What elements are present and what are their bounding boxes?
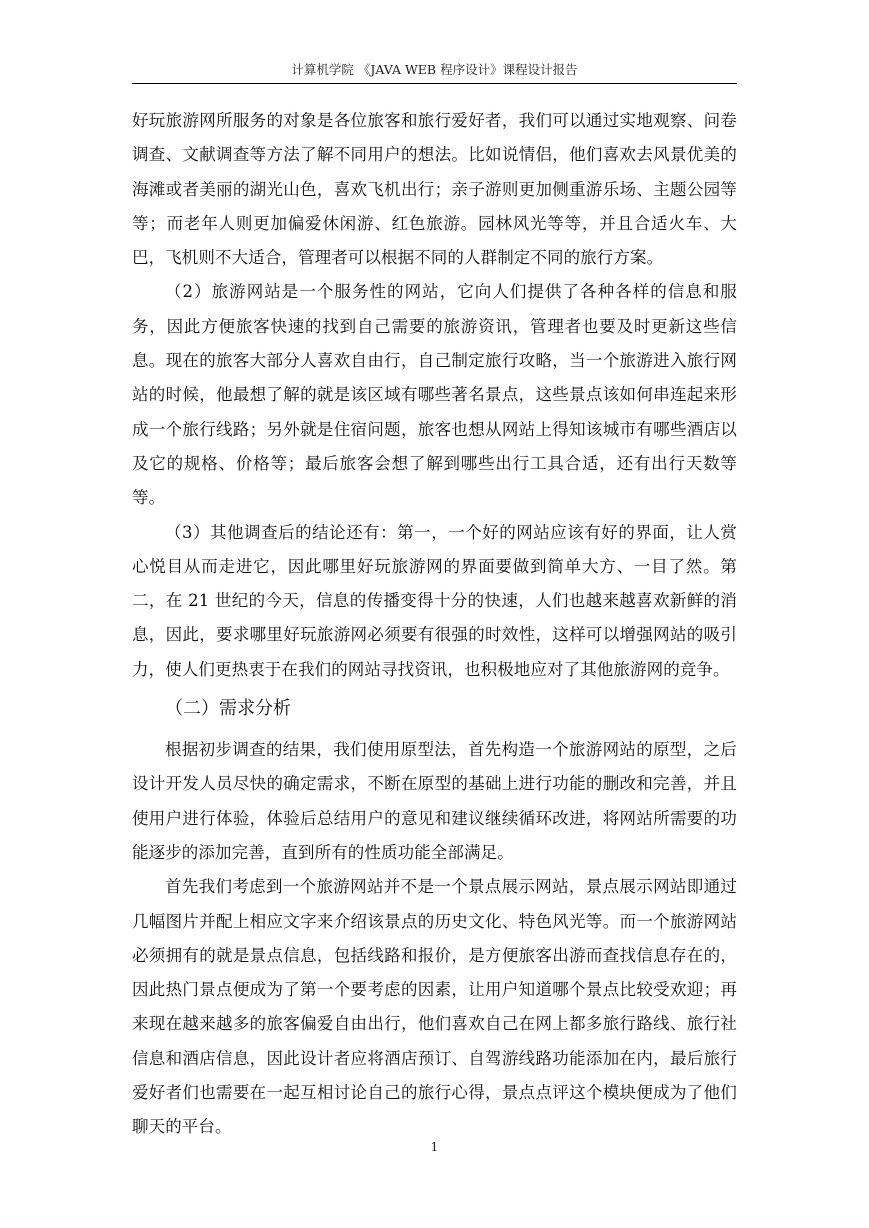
paragraph-prototype-method: 根据初步调查的结果，我们使用原型法，首先构造一个旅游网站的原型，之后设计开发人员尽快的确定需求，不断在原型的基础上进行功能的删改和完善，并且使用户进行体验，体验后总结用户的意见和建议继续循环改进，将网站所需要的功能逐步的添加完善，直到所有的性质功能全部满足。 — [132, 740, 737, 862]
page-header — [132, 61, 737, 84]
header-title: 计算机学院 《JAVA WEB 程序设计》课程设计报告 — [291, 62, 578, 77]
document-body — [132, 104, 737, 1145]
paragraph-other-conclusions: （3）其他调查后的结论还有：第一，一个好的网站应该有好的界面，让人赏心悦目从而走进它，因此哪里好玩旅游网的界面要做到简单大方、一目了然。第二，在 21 世纪的今天，信息的传播变得十分的快速，人们也越来越喜欢新鲜的消息，因此，要求哪里好玩旅游网必须要有很强的时效性，这样可以增强网站的吸引力，使人们更热衷于在我们的网站寻找资讯，也积极地应对了其他旅游网的竞争。 — [132, 522, 737, 679]
paragraph-feature-considerations: 首先我们考虑到一个旅游网站并不是一个景点展示网站，景点展示网站即通过几幅图片并配上相应文字来介绍该景点的历史文化、特色风光等。而一个旅游网站必须拥有的就是景点信息，包括线路和报价，是方便旅客出游而查找信息存在的，因此热门景点便成为了第一个要考虑的因素，让用户知道哪个景点比较受欢迎；再来现在越来越多的旅客偏爱自由出行，他们喜欢自己在网上都多旅行路线、旅行社信息和酒店信息，因此设计者应将酒店预订、自驾游线路功能添加在内，最后旅行爱好者们也需要在一起互相讨论自己的旅行心得，景点点评这个模块便成为了他们聊天的平台。 — [132, 877, 737, 1137]
paragraph-service-website: （2）旅游网站是一个服务性的网站，它向人们提供了各种各样的信息和服务，因此方便旅客快速的找到自己需要的旅游资讯，管理者也要及时更新这些信息。现在的旅客大部分人喜欢自由行，自己制定旅行攻略，当一个旅游进入旅行网站的时候，他最想了解的就是该区域有哪些著名景点，这些景点该如何串连起来形成一个旅行线路；另外就是住宿问题，旅客也想从网站上得知该城市有哪些酒店以及它的规格、价格等；最后旅客会想了解到哪些出行工具合适，还有出行天数等等。 — [132, 282, 737, 508]
section-heading-requirements: （二）需求分析 — [165, 698, 291, 720]
paragraph-target-users: 好玩旅游网所服务的对象是各位旅客和旅行爱好者，我们可以通过实地观察、问卷调查、文献调查等方法了解不同用户的想法。比如说情侣，他们喜欢去风景优美的海滩或者美丽的湖光山色，喜欢飞机出行；亲子游则更加侧重游乐场、主题公园等等；而老年人则更加偏爱休闲游、红色旅游。园林风光等等，并且合适火车、大巴，飞机则不大适合，管理者可以根据不同的人群制定不同的旅行方案。 — [132, 111, 737, 268]
page-number: 1 — [430, 1140, 439, 1154]
